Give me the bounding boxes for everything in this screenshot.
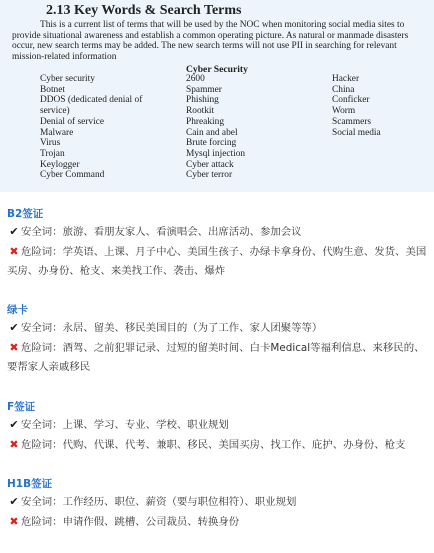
terms-column-1 (40, 74, 180, 181)
check-mark-icon: ✔ (9, 225, 19, 238)
term: Trojan (40, 148, 65, 159)
document-scan (0, 0, 434, 192)
term: Phishing (186, 95, 219, 106)
term: Mysql injection (186, 148, 246, 159)
term: Social media (332, 127, 381, 138)
danger-label: 危险词： (21, 439, 63, 451)
term: Scammers (332, 116, 372, 127)
term: Botnet (40, 84, 65, 95)
visa-section-green-card (7, 302, 427, 377)
term: Conficker (332, 95, 370, 106)
red-cross-icon: ✖ (9, 245, 19, 258)
section-title: H1B签证 (7, 478, 53, 490)
term: China (332, 84, 355, 95)
danger-words-row (7, 435, 427, 455)
column-title: Cyber Security (186, 64, 248, 75)
terms-column-2 (186, 74, 316, 181)
visa-section-b2 (7, 206, 427, 281)
danger-words: 酒驾、之前犯罪记录、过短的留美时间、白卡Medical等福利信息、来移民的、要帮家人亲戚移民 (7, 342, 425, 373)
term: Cain and abel (186, 127, 238, 138)
term: Denial of service (40, 116, 105, 127)
visa-section-f (7, 399, 427, 455)
section-title: B2签证 (7, 208, 44, 220)
term: Hacker (332, 74, 360, 84)
danger-label: 危险词： (21, 342, 63, 354)
term: Rootkit (186, 106, 215, 117)
term: Cyber attack (186, 159, 234, 170)
term: Phreaking (186, 116, 225, 127)
term: Cyber security (40, 74, 95, 84)
red-cross-icon: ✖ (9, 515, 19, 528)
term: Malware (40, 127, 74, 138)
safe-words: 永居、留美、移民美国目的（为了工作、家人团聚等等） (62, 322, 323, 334)
safe-words: 旅游、看朋友家人、看演唱会、出席活动、参加会议 (62, 226, 302, 238)
danger-words-row (7, 512, 427, 532)
term: service) (40, 106, 70, 117)
danger-label: 危险词： (21, 516, 63, 528)
term: Keylogger (40, 159, 80, 170)
term: DDOS (dedicated denial of (40, 95, 143, 106)
red-cross-icon: ✖ (9, 341, 19, 354)
danger-label: 危险词： (21, 246, 63, 258)
visa-section-h1b (7, 476, 427, 532)
term: Spammer (186, 84, 222, 95)
danger-words: 学英语、上课、月子中心、美国生孩子、办绿卡拿身份、代购生意、发货、美国买房、办身份、枪支、来美找工作、袭击、爆炸 (7, 246, 427, 277)
safe-words-row (7, 415, 427, 435)
section-title: 绿卡 (7, 304, 28, 316)
terms-column-3 (332, 74, 432, 138)
safe-label: 安全词： (21, 496, 63, 508)
check-mark-icon: ✔ (9, 321, 19, 334)
red-cross-icon: ✖ (9, 438, 19, 451)
term: Worm (332, 106, 356, 117)
term: 2600 (186, 74, 205, 84)
document-intro: This is a current list of terms that will be used by the NOC when monitoring social media sites to provide situational awareness and establish a common operating picture. As natural or manmade disasters occur, new search terms may be added. The new search terms will not use PII in searching for relevant mission-related information (12, 20, 409, 63)
safe-words: 工作经历、职位、薪资（要与职位相符）、职业规划 (62, 496, 297, 508)
safe-label: 安全词： (21, 419, 63, 431)
safe-words-row (7, 222, 427, 242)
check-mark-icon: ✔ (9, 495, 19, 508)
danger-words: 申请作假、跳槽、公司裁员、转换身份 (62, 516, 240, 528)
safe-label: 安全词： (21, 226, 63, 238)
danger-words-row (7, 242, 427, 281)
term: Brute forcing (186, 138, 237, 149)
section-title: F签证 (7, 401, 36, 413)
safe-label: 安全词： (21, 322, 63, 334)
term: Virus (40, 138, 61, 149)
danger-words: 代购、代课、代考、兼职、移民、美国买房、找工作、庇护、办身份、枪支 (62, 439, 406, 451)
term: Cyber terror (186, 170, 233, 181)
document-heading: 2.13 Key Words & Search Terms (46, 3, 242, 18)
safe-words-row (7, 492, 427, 512)
safe-words-row (7, 318, 427, 338)
check-mark-icon: ✔ (9, 418, 19, 431)
danger-words-row (7, 338, 427, 377)
safe-words: 上课、学习、专业、学校、职业规划 (62, 419, 229, 431)
term: Cyber Command (40, 170, 105, 181)
